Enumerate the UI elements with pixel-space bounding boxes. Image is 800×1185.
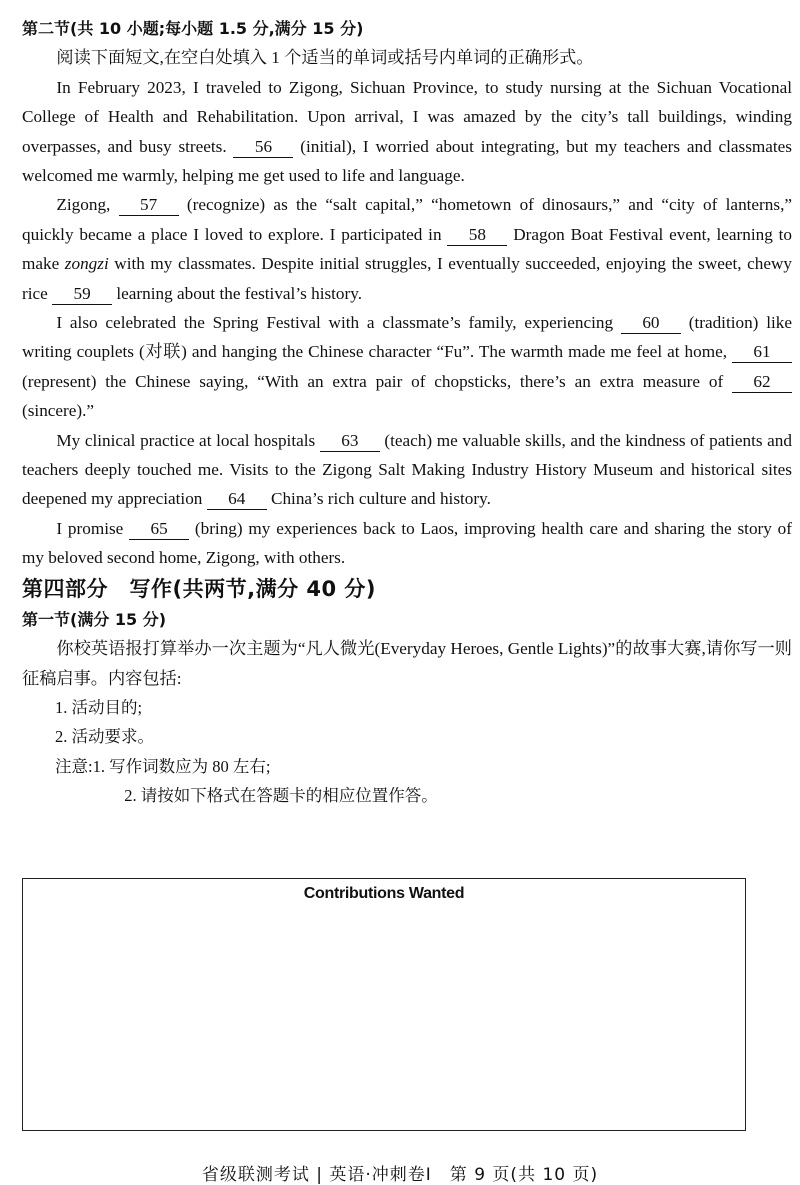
section-title: 第二节(共 10 小题;每小题 1.5 分,满分 15 分) [22,19,364,38]
answer-box [22,878,746,1131]
exam-page [22,14,792,811]
blank-63: 63 [320,431,380,452]
requirement-item: 2. 活动要求。 [55,727,154,747]
writing-section-title: 第一节(满分 15 分) [22,609,167,629]
passage-paragraph [22,308,792,426]
passage-text: (sincere).” [22,401,95,421]
passage-text: I also celebrated the Spring Festival with a classmate’s family, experiencing [56,313,621,333]
passage-paragraph [22,73,792,191]
passage-text: (bring) my experiences back to Laos, improving health care and sharing the story of my beloved second home, Zigong, with others. [22,518,792,568]
requirement-item: 1. 活动目的; [55,697,143,717]
passage-paragraph [22,426,792,514]
blank-62: 62 [732,372,792,393]
blank-57: 57 [119,195,179,216]
passage-text: Dragon Boat Festival event, learning to make [22,224,792,274]
passage-text: Zigong, [56,195,119,215]
passage-text: (initial), I worried about integrating, but my teachers and classmates welcomed me warmly, helping me get used to life and language. [22,136,792,186]
note: 2. 请按如下格式在答题卡的相应位置作答。 [124,786,438,806]
blank-61: 61 [732,342,792,363]
writing-prompt: 你校英语报打算举办一次主题为“凡人微光(Everyday Heroes, Gentle Lights)”的故事大赛,请你写一则征稿启事。内容包括: [22,639,792,688]
passage-text: (teach) me valuable skills, and the kindness of patients and teachers deeply touched me. Visits to the Zigong Salt Making Industry History Museum and historical sites deepened my appreciation [22,430,792,509]
passage-text: I promise [56,518,130,538]
part-title: 第四部分 写作(共两节,满分 40 分) [22,576,377,601]
passage [22,73,792,573]
passage-text: In February 2023, I traveled to Zigong, Sichuan Province, to study nursing at the Sichuan Vocational College of Health and Rehabilitation. Upon arrival, I was amazed by the city’s tall buildings, winding overpasses, and busy streets. [22,77,792,156]
passage-text: My clinical practice at local hospitals [56,430,320,450]
blank-58: 58 [447,225,507,246]
passage-text: with my classmates. Despite initial struggles, I eventually succeeded, enjoying the sweet, chewy rice [22,254,792,303]
passage-text: (represent) the Chinese saying, “With an extra pair of chopsticks, there’s an extra measure of [22,371,732,391]
page-footer: 省级联测考试 | 英语·冲刺卷Ⅰ 第 9 页(共 10 页) [201,1165,599,1185]
passage-paragraph [22,190,792,308]
blank-64: 64 [207,489,267,510]
passage-text: learning about the festival’s history. [112,283,363,303]
answer-box-title: Contributions Wanted [303,885,465,902]
instruction: 阅读下面短文,在空白处填入 1 个适当的单词或括号内单词的正确形式。 [56,48,594,68]
passage-text: (tradition) like writing couplets (对联) and hanging the Chinese character “Fu”. The warmth made me feel at home, [22,313,792,362]
blank-60: 60 [621,313,681,334]
note: 注意:1. 写作词数应为 80 左右; [55,756,271,776]
passage-text: China’s rich culture and history. [266,489,491,509]
passage-italic: zongzi [64,254,109,274]
blank-56: 56 [233,137,293,158]
blank-65: 65 [129,519,189,540]
blank-59: 59 [52,284,112,305]
passage-text: (recognize) as the “salt capital,” “hometown of dinosaurs,” and “city of lanterns,” quickly became a place I loved to explore. I participated in [22,195,792,244]
passage-paragraph [22,514,792,573]
